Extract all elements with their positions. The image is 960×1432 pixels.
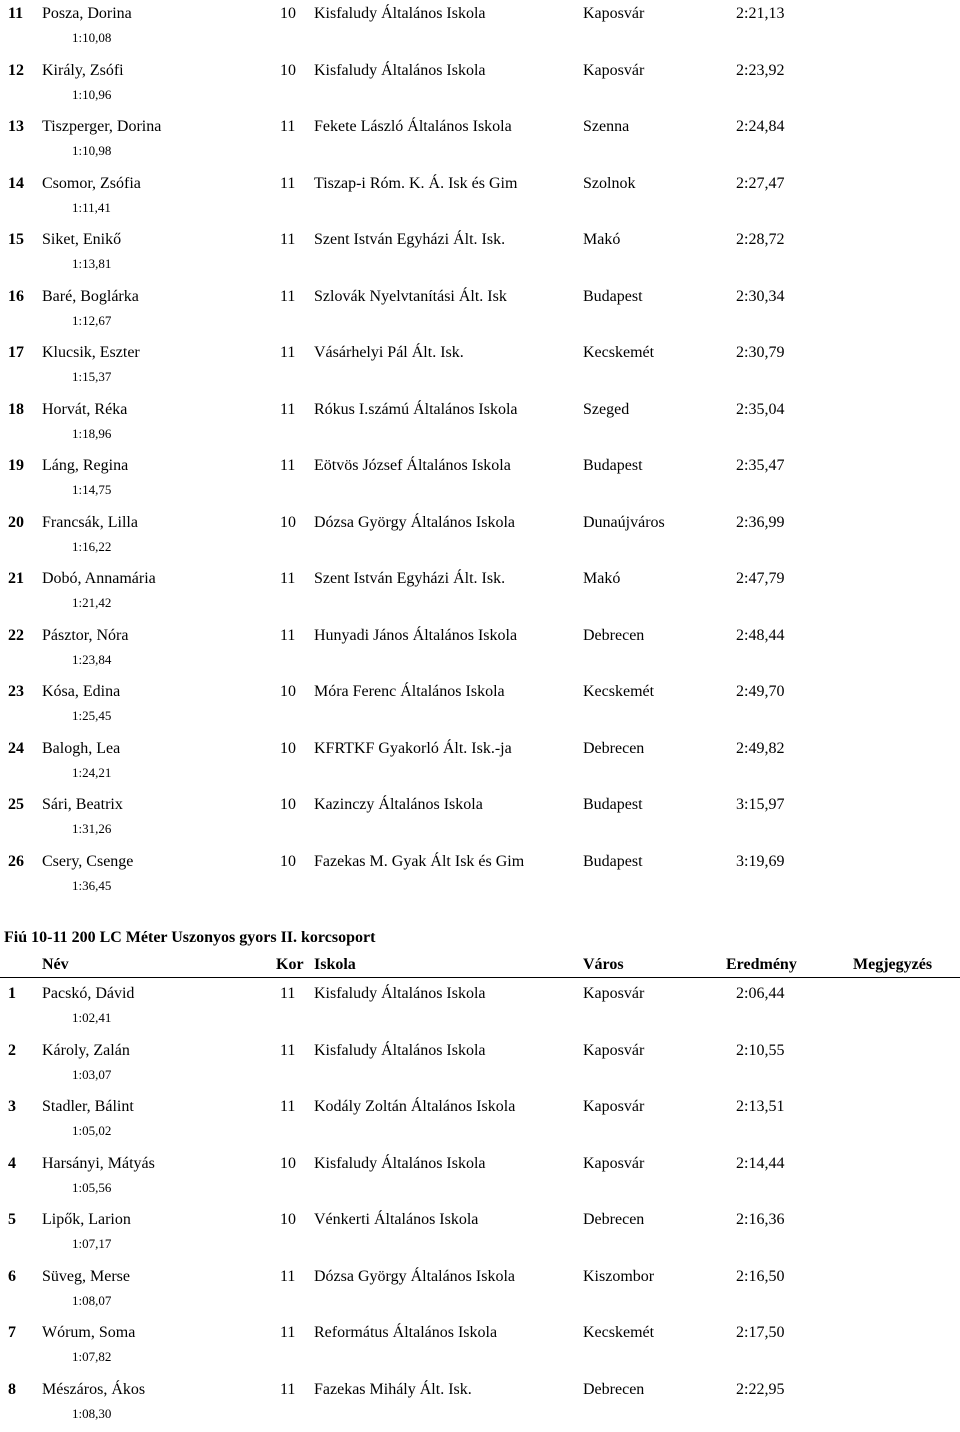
age-cell: 11 <box>280 985 296 1002</box>
split-time-cell: 1:31,26 <box>72 821 112 836</box>
split-time-cell: 1:05,02 <box>72 1123 112 1138</box>
table-row <box>0 735 960 791</box>
rank-cell: 1 <box>8 985 16 1002</box>
school-cell: Dózsa György Általános Iskola <box>314 1267 515 1285</box>
rank-cell: 14 <box>8 174 24 192</box>
result-cell: 2:28,72 <box>736 231 785 248</box>
result-cell: 2:10,55 <box>736 1041 785 1059</box>
name-cell: Király, Zsófi <box>42 61 124 79</box>
table-row <box>0 848 960 904</box>
table-row <box>0 1150 960 1206</box>
table-row <box>0 113 960 169</box>
school-cell: Fazekas M. Gyak Ált Isk és Gim <box>314 852 525 870</box>
table-row <box>0 1037 960 1093</box>
age-cell: 11 <box>280 1380 296 1398</box>
age-cell: 11 <box>280 174 296 192</box>
name-cell: Lipők, Larion <box>42 1211 131 1228</box>
table-row <box>0 509 960 565</box>
rank-cell: 19 <box>8 457 24 474</box>
city-cell: Kaposvár <box>583 1154 645 1172</box>
school-cell: Szent István Egyházi Ált. Isk. <box>314 570 506 587</box>
city-cell: Debrecen <box>583 1380 645 1398</box>
name-cell: Klucsik, Eszter <box>42 344 140 361</box>
result-cell: 2:30,79 <box>736 344 785 361</box>
age-cell: 10 <box>280 1154 296 1172</box>
name-cell: Pásztor, Nóra <box>42 626 129 644</box>
split-time-cell: 1:08,30 <box>72 1405 112 1421</box>
split-time-cell: 1:23,84 <box>72 651 112 667</box>
school-cell: Kisfaludy Általános Iskola <box>314 1041 486 1059</box>
split-time-cell: 1:21,42 <box>72 595 112 610</box>
age-cell: 11 <box>280 626 296 644</box>
age-cell: 11 <box>280 231 296 248</box>
header-age: Kor <box>276 956 304 973</box>
city-cell: Kecskemét <box>583 683 655 700</box>
rank-cell: 2 <box>8 1041 16 1059</box>
split-time-cell: 1:12,67 <box>72 312 112 328</box>
school-cell: Hunyadi János Általános Iskola <box>314 626 518 644</box>
age-cell: 11 <box>280 287 296 305</box>
city-cell: Debrecen <box>583 626 645 644</box>
name-cell: Harsányi, Mátyás <box>42 1154 155 1172</box>
table-row <box>0 1263 960 1319</box>
city-cell: Makó <box>583 570 621 587</box>
split-time-cell: 1:11,41 <box>72 199 111 215</box>
split-time-cell: 1:07,82 <box>72 1349 112 1364</box>
name-cell: Csery, Csenge <box>42 852 134 870</box>
rank-cell: 24 <box>8 739 24 757</box>
rank-cell: 13 <box>8 118 24 135</box>
table-row <box>0 396 960 452</box>
header-city: Város <box>583 956 624 973</box>
split-time-cell: 1:16,22 <box>72 538 112 554</box>
age-cell: 10 <box>280 1211 296 1228</box>
city-cell: Kaposvár <box>583 61 645 79</box>
result-cell: 2:24,84 <box>736 118 785 135</box>
school-cell: Kisfaludy Általános Iskola <box>314 985 486 1002</box>
city-cell: Kaposvár <box>583 5 645 22</box>
split-time-cell: 1:02,41 <box>72 1010 112 1025</box>
rank-cell: 12 <box>8 61 24 79</box>
table-row <box>0 0 960 56</box>
name-cell: Tiszperger, Dorina <box>42 118 162 135</box>
result-cell: 3:15,97 <box>736 796 785 813</box>
school-cell: Eötvös József Általános Iskola <box>314 457 511 474</box>
table-row <box>0 678 960 734</box>
split-time-cell: 1:07,17 <box>72 1236 112 1251</box>
rank-cell: 26 <box>8 852 24 870</box>
name-cell: Horvát, Réka <box>42 400 128 418</box>
result-cell: 2:35,47 <box>736 457 785 474</box>
split-time-cell: 1:10,96 <box>72 86 112 102</box>
name-cell: Mészáros, Ákos <box>42 1380 146 1398</box>
city-cell: Kecskemét <box>583 344 655 361</box>
rank-cell: 7 <box>8 1324 16 1341</box>
table-row <box>0 622 960 678</box>
name-cell: Stadler, Bálint <box>42 1098 134 1115</box>
school-cell: Rókus I.számú Általános Iskola <box>314 400 518 418</box>
city-cell: Kaposvár <box>583 985 645 1002</box>
split-time-cell: 1:03,07 <box>72 1066 112 1082</box>
school-cell: Református Általános Iskola <box>314 1324 498 1341</box>
age-cell: 11 <box>280 400 296 418</box>
school-cell: Vénkerti Általános Iskola <box>314 1211 479 1228</box>
city-cell: Kaposvár <box>583 1098 645 1115</box>
section-title: Fiú 10-11 200 LC Méter Uszonyos gyors II. korcsoport <box>4 929 376 946</box>
table-row <box>0 565 960 621</box>
name-cell: Posza, Dorina <box>42 5 132 22</box>
age-cell: 10 <box>280 5 296 22</box>
age-cell: 11 <box>280 118 296 135</box>
age-cell: 11 <box>280 344 296 361</box>
rank-cell: 6 <box>8 1267 16 1285</box>
result-cell: 2:30,34 <box>736 287 785 305</box>
split-time-cell: 1:24,21 <box>72 764 112 780</box>
rank-cell: 4 <box>8 1154 16 1172</box>
name-cell: Kósa, Edina <box>42 683 121 700</box>
table-header <box>0 953 960 978</box>
rank-cell: 20 <box>8 513 24 531</box>
header-school: Iskola <box>314 956 356 973</box>
city-cell: Budapest <box>583 852 643 870</box>
table-row <box>0 339 960 395</box>
table-row <box>0 283 960 339</box>
name-cell: Francsák, Lilla <box>42 513 138 531</box>
city-cell: Debrecen <box>583 1211 645 1228</box>
rank-cell: 11 <box>8 5 24 22</box>
school-cell: Kodály Zoltán Általános Iskola <box>314 1098 516 1115</box>
result-cell: 2:47,79 <box>736 570 785 587</box>
split-time-cell: 1:14,75 <box>72 482 112 497</box>
result-cell: 2:14,44 <box>736 1154 785 1172</box>
split-time-cell: 1:25,45 <box>72 708 112 723</box>
result-cell: 2:21,13 <box>736 5 785 22</box>
table-row <box>0 1319 960 1375</box>
table-row <box>0 226 960 282</box>
school-cell: Dózsa György Általános Iskola <box>314 513 515 531</box>
rank-cell: 3 <box>8 1098 16 1115</box>
header-name: Név <box>42 956 69 973</box>
header-result: Eredmény <box>726 956 797 973</box>
school-cell: Kisfaludy Általános Iskola <box>314 1154 486 1172</box>
name-cell: Balogh, Lea <box>42 739 121 757</box>
table-row <box>0 452 960 508</box>
rank-cell: 8 <box>8 1380 16 1398</box>
header-note: Megjegyzés <box>853 956 933 973</box>
age-cell: 10 <box>280 683 296 700</box>
result-cell: 2:16,50 <box>736 1267 785 1285</box>
result-cell: 2:35,04 <box>736 400 785 418</box>
age-cell: 10 <box>280 513 296 531</box>
age-cell: 10 <box>280 61 296 79</box>
result-cell: 2:48,44 <box>736 626 785 644</box>
school-cell: Szlovák Nyelvtanítási Ált. Isk <box>314 287 507 305</box>
school-cell: Kisfaludy Általános Iskola <box>314 5 486 22</box>
rank-cell: 23 <box>8 683 24 700</box>
city-cell: Makó <box>583 231 621 248</box>
table-row <box>0 1206 960 1262</box>
table-row <box>0 57 960 113</box>
rank-cell: 22 <box>8 626 24 644</box>
split-time-cell: 1:05,56 <box>72 1179 112 1195</box>
split-time-cell: 1:18,96 <box>72 425 112 441</box>
result-cell: 2:06,44 <box>736 985 785 1002</box>
age-cell: 11 <box>280 1098 296 1115</box>
school-cell: Vásárhelyi Pál Ált. Isk. <box>314 344 464 361</box>
school-cell: Móra Ferenc Általános Iskola <box>314 683 505 700</box>
age-cell: 11 <box>280 1324 296 1341</box>
table-row <box>0 170 960 226</box>
name-cell: Pacskó, Dávid <box>42 985 135 1002</box>
age-cell: 11 <box>280 1267 296 1285</box>
table-row <box>0 980 960 1036</box>
rank-cell: 16 <box>8 287 24 305</box>
result-cell: 2:16,36 <box>736 1211 785 1228</box>
result-cell: 2:23,92 <box>736 61 785 79</box>
name-cell: Csomor, Zsófia <box>42 174 141 192</box>
age-cell: 11 <box>280 570 296 587</box>
age-cell: 11 <box>280 457 296 474</box>
name-cell: Wórum, Soma <box>42 1324 136 1341</box>
name-cell: Láng, Regina <box>42 457 129 474</box>
result-cell: 2:17,50 <box>736 1324 785 1341</box>
city-cell: Debrecen <box>583 739 645 757</box>
name-cell: Baré, Boglárka <box>42 287 139 305</box>
result-cell: 2:13,51 <box>736 1098 785 1115</box>
split-time-cell: 1:10,98 <box>72 143 112 158</box>
age-cell: 10 <box>280 739 296 757</box>
result-cell: 2:36,99 <box>736 513 785 531</box>
school-cell: Kazinczy Általános Iskola <box>314 796 483 813</box>
name-cell: Károly, Zalán <box>42 1041 130 1059</box>
split-time-cell: 1:10,08 <box>72 30 112 45</box>
city-cell: Szeged <box>583 400 630 418</box>
split-time-cell: 1:13,81 <box>72 256 112 271</box>
city-cell: Kaposvár <box>583 1041 645 1059</box>
split-time-cell: 1:08,07 <box>72 1292 112 1308</box>
school-cell: Szent István Egyházi Ált. Isk. <box>314 231 506 248</box>
rank-cell: 15 <box>8 231 24 248</box>
city-cell: Kiszombor <box>583 1267 655 1285</box>
school-cell: Fazekas Mihály Ált. Isk. <box>314 1380 472 1398</box>
city-cell: Kecskemét <box>583 1324 655 1341</box>
rank-cell: 25 <box>8 796 24 813</box>
school-cell: Fekete László Általános Iskola <box>314 118 512 135</box>
split-time-cell: 1:15,37 <box>72 369 112 384</box>
name-cell: Sári, Beatrix <box>42 796 123 813</box>
result-cell: 2:22,95 <box>736 1380 785 1398</box>
rank-cell: 5 <box>8 1211 16 1228</box>
result-cell: 2:49,82 <box>736 739 785 757</box>
table-row <box>0 791 960 847</box>
name-cell: Dobó, Annamária <box>42 570 156 587</box>
city-cell: Dunaújváros <box>583 513 665 531</box>
school-cell: Kisfaludy Általános Iskola <box>314 61 486 79</box>
rank-cell: 21 <box>8 570 24 587</box>
table-row <box>0 1093 960 1149</box>
rank-cell: 17 <box>8 344 24 361</box>
city-cell: Budapest <box>583 457 643 474</box>
result-cell: 2:27,47 <box>736 174 785 192</box>
name-cell: Süveg, Merse <box>42 1267 130 1285</box>
result-cell: 2:49,70 <box>736 683 785 700</box>
table-row <box>0 1376 960 1432</box>
city-cell: Szolnok <box>583 174 636 192</box>
city-cell: Szenna <box>583 118 630 135</box>
rank-cell: 18 <box>8 400 24 418</box>
school-cell: KFRTKF Gyakorló Ált. Isk.-ja <box>314 739 512 757</box>
city-cell: Budapest <box>583 287 643 305</box>
age-cell: 11 <box>280 1041 296 1059</box>
age-cell: 10 <box>280 852 296 870</box>
name-cell: Siket, Enikő <box>42 231 122 248</box>
result-cell: 3:19,69 <box>736 852 785 870</box>
school-cell: Tiszap-i Róm. K. Á. Isk és Gim <box>314 174 518 192</box>
split-time-cell: 1:36,45 <box>72 877 112 893</box>
age-cell: 10 <box>280 796 296 813</box>
city-cell: Budapest <box>583 796 643 813</box>
